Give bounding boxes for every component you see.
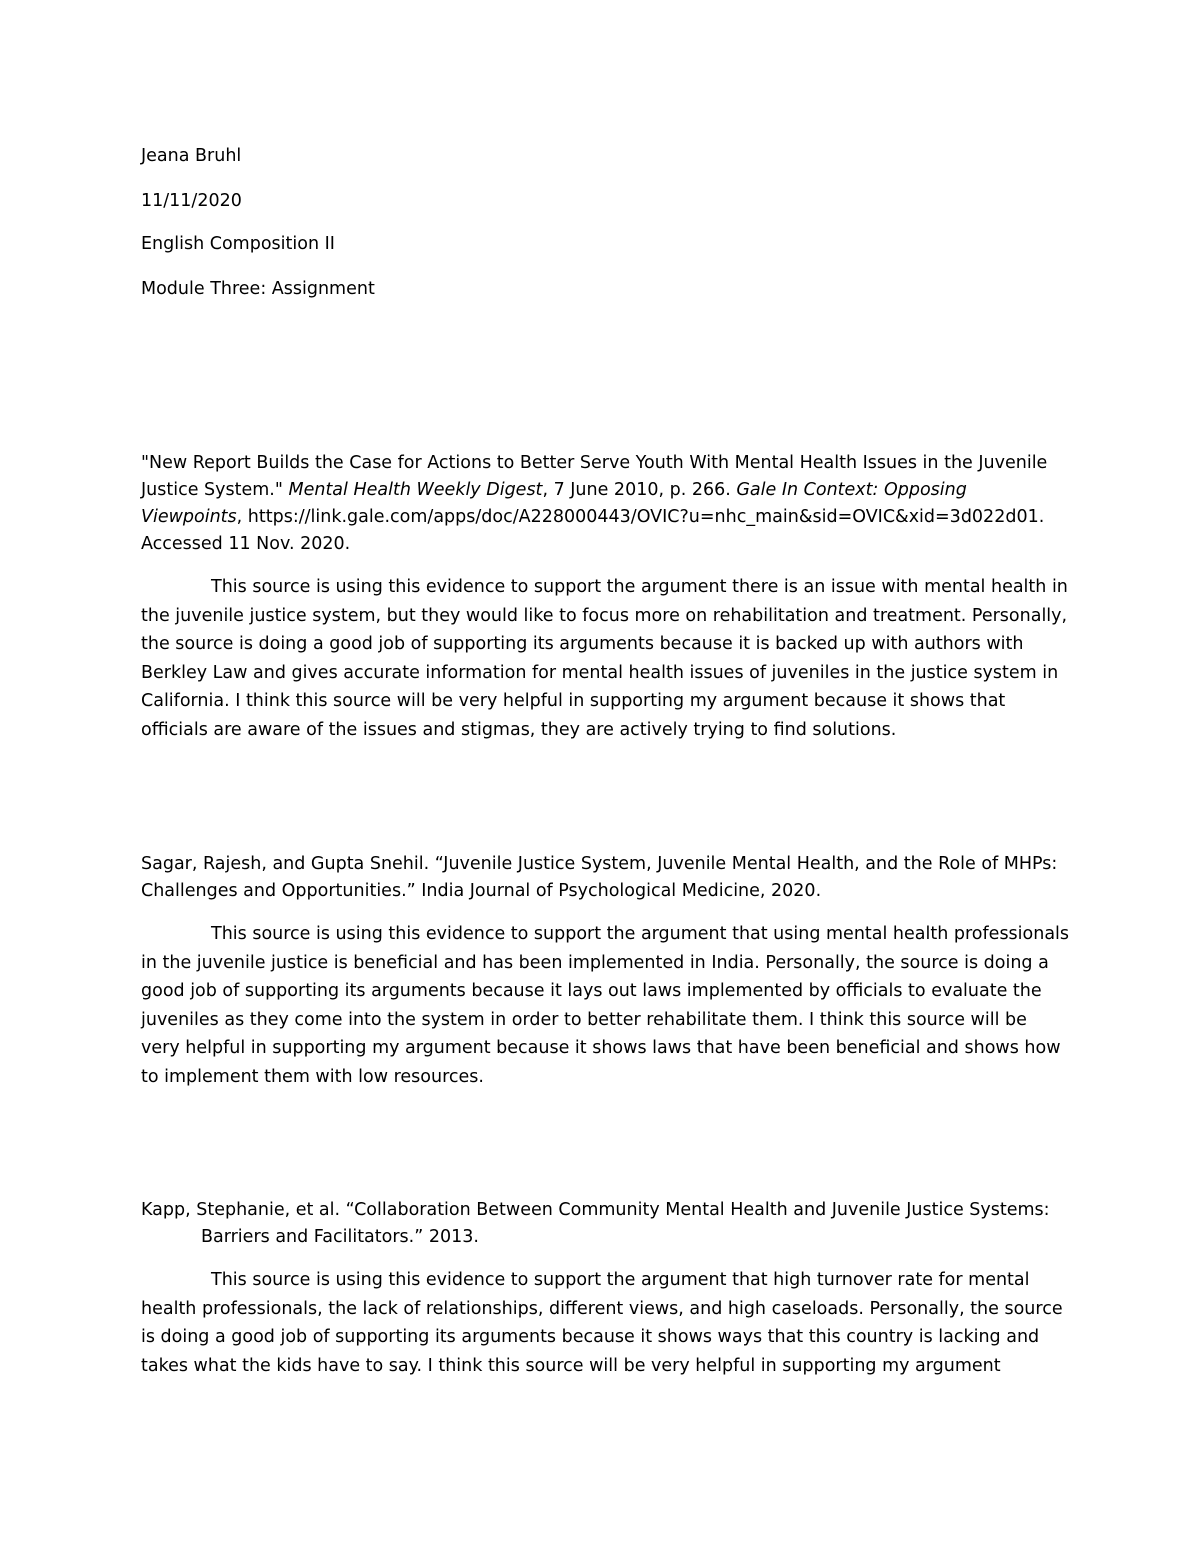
- annotation-paragraph: This source is using this evidence to support the argument that using mental health professionals in the juvenile justice is beneficial and has been implemented in India. Personally, the source is doing a good job of supporting its arguments because it lays out laws implemented by officials to evaluate the juveniles as they come into the system in order to better rehabilitate them. I think this source will be very helpful in supporting my argument because it shows laws that have been beneficial and shows how to implement them with low resources.: [141, 924, 1070, 1087]
- citation-text: , https://link.gale.com/apps/doc/A228000443/OVIC?u=nhc_main&sid=OVIC&xid=3d022d01. Accessed 11 Nov. 2020.: [141, 507, 1045, 554]
- bibliography-entry: [141, 450, 1071, 745]
- citation-text: "New Report Builds the Case for Actions to Better Serve Youth With Mental Health Issues in the Juvenile Justice System.": [141, 453, 1048, 500]
- citation-text: Sagar, Rajesh, and Gupta Snehil. “Juvenile Justice System, Juvenile Mental Health, and the Role of MHPs: Challenges and Opportunities.” India Journal of Psychological Medicine, 2020.: [141, 854, 1058, 901]
- citation-publication: Mental Health Weekly Digest: [288, 480, 543, 500]
- citation-text: Kapp, Stephanie, et al. “Collaboration Between Community Mental Health and Juvenile Justice Systems: Barriers and Facilitators.” 2013.: [141, 1200, 1050, 1247]
- author-name: Jeana Bruhl: [141, 146, 242, 166]
- bibliography-entry: [141, 851, 1071, 1092]
- citation-text: , 7 June 2010, p. 266.: [542, 480, 737, 500]
- citation-database: Gale In Context: Opposing Viewpoints: [141, 480, 967, 527]
- date: 11/11/2020: [141, 191, 242, 211]
- annotation-paragraph: This source is using this evidence to support the argument there is an issue with mental health in the juvenile justice system, but they would like to focus more on rehabilitation and treatment. Personally, the source is doing a good job of supporting its arguments because it is backed up with authors with Berkley Law and gives accurate information for mental health issues of juveniles in the justice system in California. I think this source will be very helpful in supporting my argument because it shows that officials are aware of the issues and stigmas, they are actively trying to find solutions.: [141, 577, 1068, 740]
- citation: [141, 450, 1071, 558]
- citation: [141, 1197, 1071, 1251]
- assignment-title: Module Three: Assignment: [141, 279, 375, 299]
- citation: [141, 851, 1071, 905]
- course-name: English Composition II: [141, 234, 335, 254]
- annotation-paragraph: This source is using this evidence to support the argument that high turnover rate for mental health professionals, the lack of relationships, different views, and high caseloads. Personally, the source is doing a good job of supporting its arguments because it shows ways that this country is lacking and takes what the kids have to say. I think this source will be very helpful in supporting my argument: [141, 1270, 1063, 1376]
- bibliography-entry: [141, 1197, 1071, 1380]
